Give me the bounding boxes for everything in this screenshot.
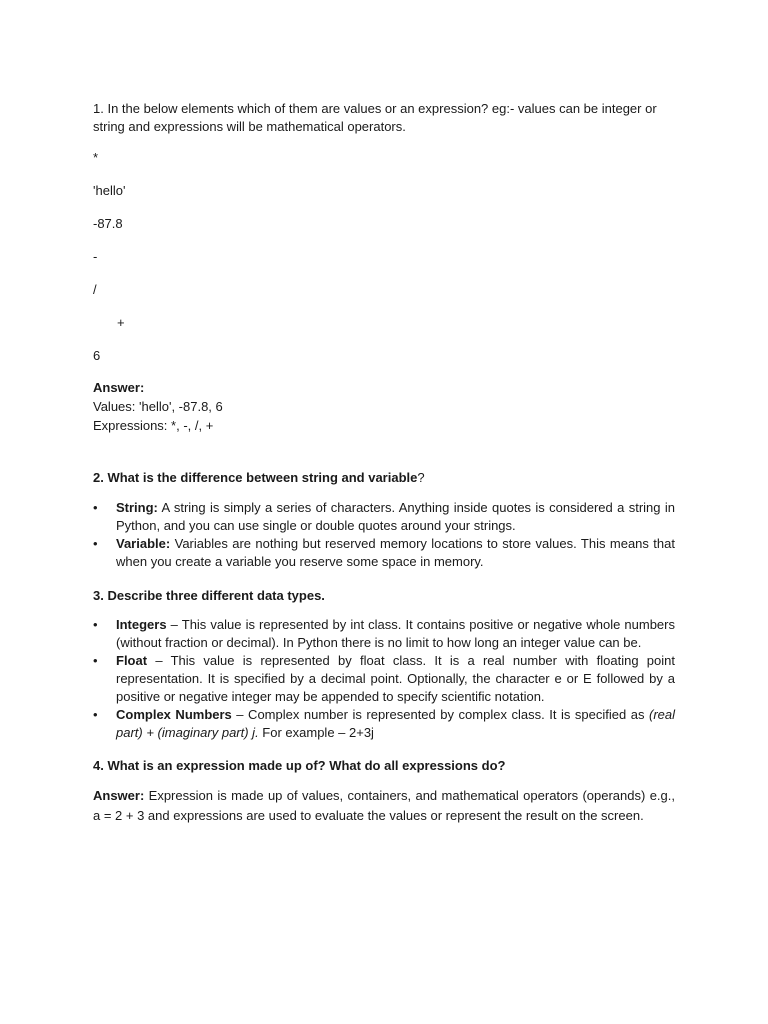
answer-text: Expression is made up of values, containers, and mathematical operators (operands) e.g., a = 2 + 3 and expressions are used to evaluate the values or represent the result on the screen.	[93, 788, 675, 823]
element-asterisk: *	[93, 150, 99, 165]
bullet-icon: •	[93, 653, 98, 668]
expressions-line: Expressions: *, -, /, +	[93, 418, 214, 433]
question-3-heading: 3. Describe three different data types.	[93, 588, 325, 603]
term-complex: Complex Numbers	[116, 707, 232, 722]
bullet-icon: •	[93, 536, 98, 551]
definition-integers: – This value is represented by int class. It contains positive or negative whole numbers (without fraction or decimal). In Python there is no limit to how long an integer value can be.	[116, 617, 675, 650]
values-line: Values: 'hello', -87.8, 6	[93, 399, 223, 414]
list-item-integers	[93, 616, 675, 652]
term-float: Float	[116, 653, 148, 668]
question-1-text: 1. In the below elements which of them are values or an expression? eg:- values can be integer or string and expressions will be mathematical operators.	[93, 101, 657, 134]
element-minus: -	[93, 249, 98, 264]
question-4-answer	[93, 786, 675, 825]
bullet-icon: •	[93, 707, 98, 722]
question-2-heading-text: 2. What is the difference between string and variable	[93, 470, 418, 485]
bullet-icon: •	[93, 500, 98, 515]
document-page	[93, 100, 675, 825]
question-2-heading-mark: ?	[417, 470, 425, 485]
question-2-heading	[93, 469, 675, 487]
answer-label: Answer:	[93, 788, 145, 803]
definition-float: – This value is represented by float class. It is a real number with floating point representation. It is specified by a decimal point. Optionally, the character e or E followed by a positive or negative integer may be appended to specify scientific notation.	[116, 653, 675, 704]
term-string: String:	[116, 500, 158, 515]
definition-variable: Variables are nothing but reserved memory locations to store values. This means that when you create a variable you reserve some space in memory.	[116, 536, 675, 569]
element-hello: 'hello'	[93, 183, 126, 198]
list-item-float	[93, 652, 675, 706]
element-slash: /	[93, 282, 97, 297]
bullet-icon: •	[93, 617, 98, 632]
answer-label: Answer:	[93, 380, 145, 395]
list-item-string	[93, 499, 675, 535]
question-4-heading: 4. What is an expression made up of? What do all expressions do?	[93, 758, 506, 773]
question-2-list	[93, 499, 675, 571]
element-six: 6	[93, 348, 101, 363]
element-negative-float: -87.8	[93, 216, 123, 231]
list-item-complex	[93, 706, 675, 742]
element-plus: +	[117, 315, 125, 330]
list-item-variable	[93, 535, 675, 571]
complex-form: (real part) + (imaginary part) j.	[116, 707, 675, 740]
definition-string: A string is simply a series of characters. Anything inside quotes is considered a string in Python, and you can use single or double quotes around your strings.	[116, 500, 675, 533]
term-variable: Variable:	[116, 536, 171, 551]
complex-example: For example – 2+3j	[258, 725, 374, 740]
question-3-list	[93, 616, 675, 742]
question-1-answer	[93, 378, 675, 435]
definition-complex: – Complex number is represented by complex class. It is specified as	[231, 707, 649, 722]
term-integers: Integers	[116, 617, 167, 632]
